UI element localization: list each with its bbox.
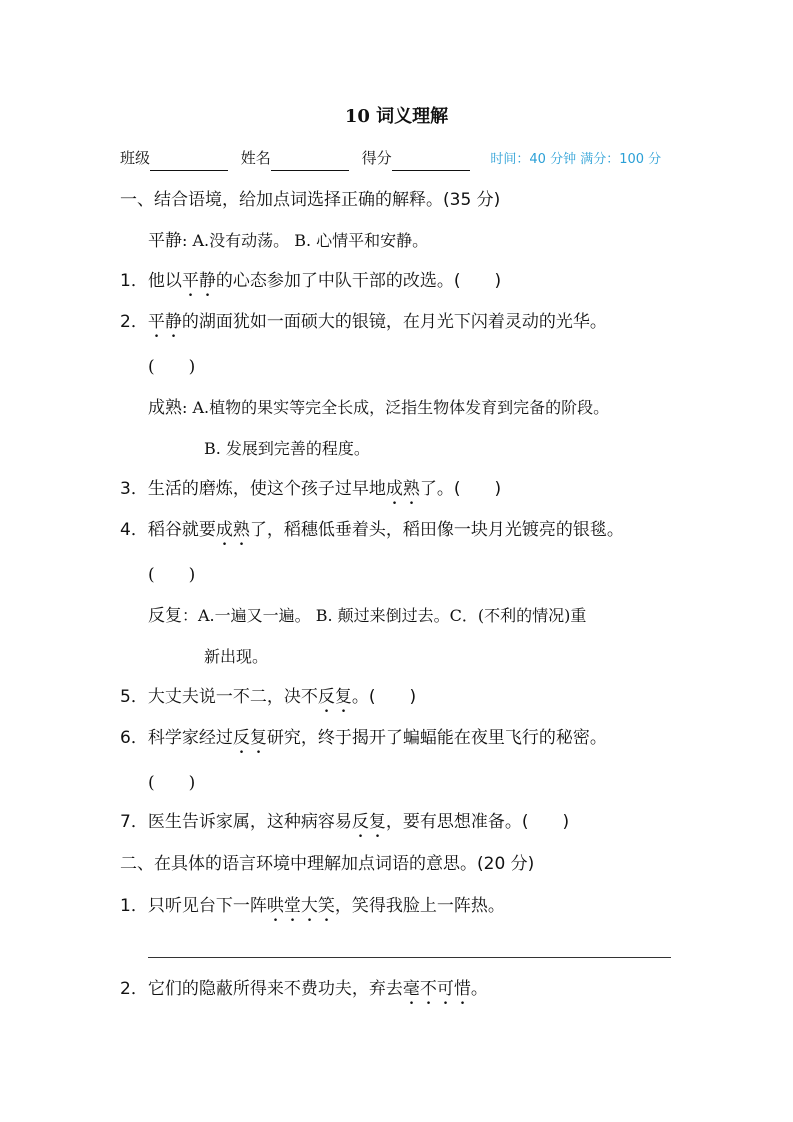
q-text: 研究，终于揭开了蝙蝠能在夜里飞行的秘密。 <box>266 728 607 748</box>
q-text: 。( ) <box>351 687 417 707</box>
q-text: 1．他以 <box>120 271 182 291</box>
answer-paren-6[interactable]: ( ) <box>148 773 196 793</box>
score-field[interactable] <box>392 154 470 171</box>
score-label: 得分 <box>361 149 392 167</box>
q-text: 5．大丈夫说一不二，决不 <box>120 687 318 707</box>
q-text: 。 <box>470 979 488 999</box>
dotted-word: 反复 <box>317 687 352 707</box>
dotted-word: 成熟 <box>385 479 420 499</box>
question-6 <box>120 727 607 758</box>
q-text: 2． <box>120 312 148 332</box>
question-7 <box>120 811 569 842</box>
term: 成熟 <box>148 398 182 418</box>
page-title: 10 词义理解 <box>344 106 449 127</box>
q-text: 了。( ) <box>419 479 502 499</box>
q-text: ，笑得我脸上一阵热。 <box>334 896 505 916</box>
q-text: 1．只听见台下一阵 <box>120 896 267 916</box>
q-text: 7．医生告诉家属，这种病容易 <box>120 812 352 832</box>
question-1 <box>120 270 501 301</box>
dotted-word: 成熟 <box>215 520 250 540</box>
q-text: 2．它们的隐蔽所得来不费功夫，弃去 <box>120 979 403 999</box>
dotted-word: 平静 <box>181 271 216 291</box>
question-3 <box>120 478 501 509</box>
section-2-heading: 二、在具体的语言环境中理解加点词语的意思。(20 分) <box>120 854 535 874</box>
definition-text: : A.植物的果实等完全长成，泛指生物体发育到完备的阶段。 <box>182 398 610 417</box>
term: 平静 <box>148 231 182 251</box>
q-text: 了，稻穗低垂着头，稻田像一块月光镀亮的银毯。 <box>249 520 624 540</box>
answer-line[interactable] <box>148 957 671 958</box>
q-text: 4．稻谷就要 <box>120 520 216 540</box>
name-field[interactable] <box>271 154 349 171</box>
dotted-word: 平静 <box>147 312 182 332</box>
s2-question-1 <box>120 895 505 926</box>
answer-paren-2[interactable]: ( ) <box>148 357 196 377</box>
section-1-heading: 一、结合语境，给加点词选择正确的解释。(35 分) <box>120 190 501 210</box>
question-4 <box>120 519 624 550</box>
dotted-word: 反复 <box>351 812 386 832</box>
student-info-row <box>120 147 661 171</box>
definition-text: ：A.一遍又一遍。 B. 颠过来倒过去。C．(不利的情况)重 <box>182 606 587 625</box>
class-field[interactable] <box>150 154 228 171</box>
term: 反复 <box>148 606 182 626</box>
q-text: 的心态参加了中队干部的改选。( ) <box>215 271 502 291</box>
dotted-word: 反复 <box>232 728 267 748</box>
q-text: 3．生活的磨炼，使这个孩子过早地 <box>120 479 386 499</box>
class-label: 班级 <box>120 149 151 167</box>
q-text: ，要有思想准备。( ) <box>385 812 570 832</box>
definition-chengshu-b: B. 发展到完善的程度。 <box>204 439 370 458</box>
dotted-word: 哄堂大笑 <box>266 896 335 916</box>
definition-pingjing <box>148 230 428 252</box>
definition-fanfu-cont: 新出现。 <box>204 647 269 666</box>
name-label: 姓名 <box>240 149 271 167</box>
definition-text: : A.没有动荡。 B. 心情平和安静。 <box>182 231 429 250</box>
time-score-info: 时间：40 分钟 满分：100 分 <box>490 152 662 167</box>
definition-chengshu <box>148 397 609 419</box>
q-text: 6．科学家经过 <box>120 728 233 748</box>
question-5 <box>120 686 416 717</box>
dotted-word: 毫不可惜 <box>402 979 471 999</box>
question-2 <box>120 311 607 342</box>
q-text: 的湖面犹如一面硕大的银镜，在月光下闪着灵动的光华。 <box>181 312 607 332</box>
answer-paren-4[interactable]: ( ) <box>148 565 196 585</box>
definition-fanfu <box>148 605 586 627</box>
s2-question-2 <box>120 978 488 1009</box>
